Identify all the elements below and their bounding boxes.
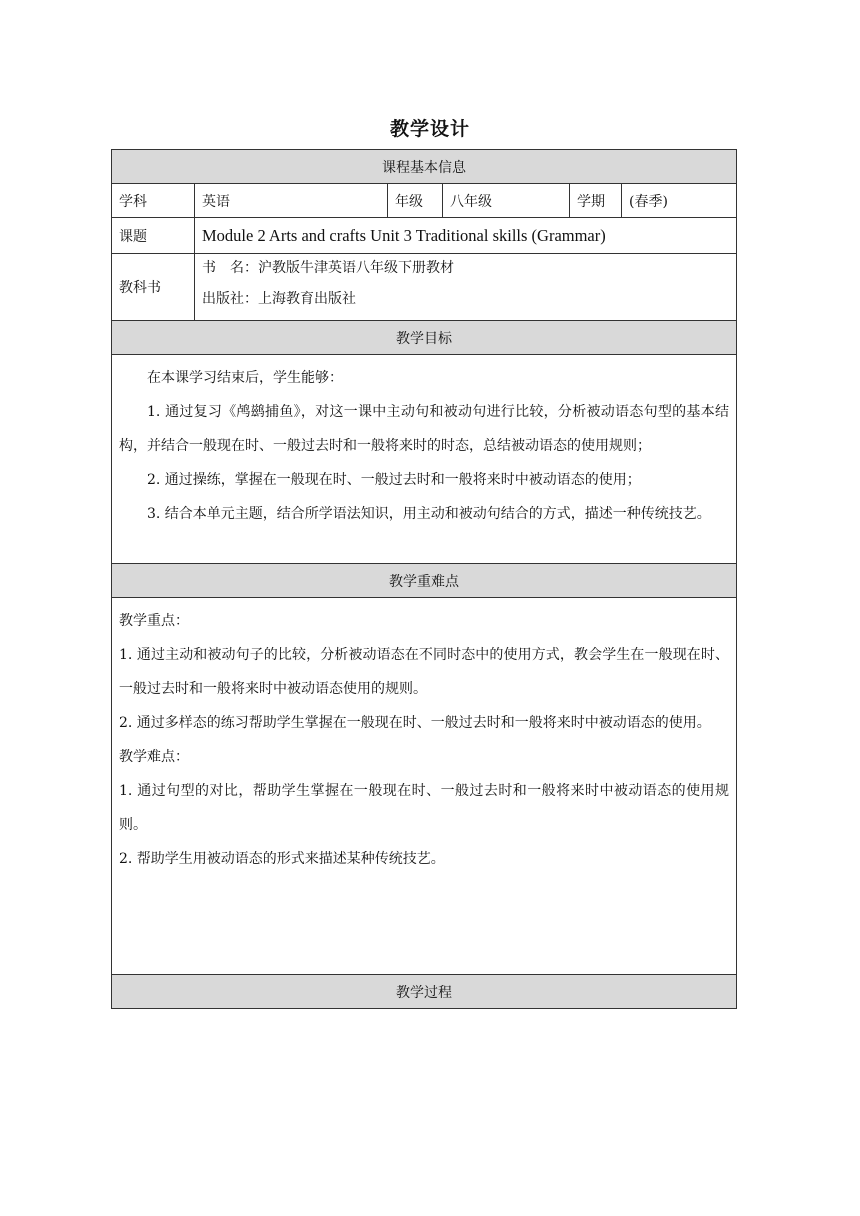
textbook-details	[195, 254, 737, 321]
focus-label: 教学重点：	[119, 613, 189, 629]
objective-item-2: 2. 通过操练，掌握在一般现在时、一般过去时和一般将来时中被动语态的使用；	[147, 472, 641, 488]
objectives-header: 教学目标	[112, 321, 737, 355]
objectives-header-row	[112, 321, 737, 355]
lesson-plan-table	[111, 149, 737, 1009]
difficulty-label: 教学难点：	[119, 749, 189, 765]
objectives-intro: 在本课学习结束后，学生能够：	[147, 370, 343, 386]
process-header-row	[112, 975, 737, 1009]
term-label: 学期	[570, 184, 622, 218]
textbook-label: 教科书	[112, 254, 195, 321]
book-name-label: 书	[202, 260, 216, 276]
subject-grade-term-row	[112, 184, 737, 218]
difficulty-item-2: 2. 帮助学生用被动语态的形式来描述某种传统技艺。	[119, 851, 445, 867]
term-value: (春季)	[622, 184, 737, 218]
grade-label: 年级	[388, 184, 443, 218]
key-points-header-row	[112, 564, 737, 598]
topic-value: Module 2 Arts and crafts Unit 3 Traditional skills (Grammar)	[195, 218, 737, 254]
objectives-content	[112, 355, 737, 564]
key-points-header: 教学重难点	[112, 564, 737, 598]
book-name-value: 沪教版牛津英语八年级下册教材	[258, 260, 454, 276]
focus-item-2: 2. 通过多样态的练习帮助学生掌握在一般现在时、一般过去时和一般将来时中被动语态的使用。	[119, 715, 711, 731]
publisher-label: 出版社：	[202, 291, 258, 307]
grade-value: 八年级	[443, 184, 570, 218]
objective-item-3: 3. 结合本单元主题，结合所学语法知识，用主动和被动句结合的方式，描述一种传统技艺。	[147, 506, 711, 522]
objectives-row	[112, 355, 737, 564]
book-name-label-2: 名：	[230, 260, 258, 276]
topic-row	[112, 218, 737, 254]
book-name-line	[202, 256, 729, 287]
key-points-content	[112, 598, 737, 975]
page-title: 教学设计	[389, 118, 470, 140]
subject-value: 英语	[195, 184, 388, 218]
basic-info-header-row	[112, 150, 737, 184]
publisher-line	[202, 287, 729, 318]
key-points-row	[112, 598, 737, 975]
publisher-value: 上海教育出版社	[258, 291, 356, 307]
subject-label: 学科	[112, 184, 195, 218]
difficulty-item-1: 1. 通过句型的对比，帮助学生掌握在一般现在时、一般过去时和一般将来时中被动语态的使用规则。	[119, 783, 729, 833]
focus-item-1: 1. 通过主动和被动句子的比较，分析被动语态在不同时态中的使用方式，教会学生在一般现在时、一般过去时和一般将来时中被动语态使用的规则。	[119, 647, 729, 697]
topic-label: 课题	[112, 218, 195, 254]
basic-info-header: 课程基本信息	[112, 150, 737, 184]
textbook-row	[112, 254, 737, 321]
objective-item-1: 1. 通过复习《鸬鹚捕鱼》，对这一课中主动句和被动句进行比较，分析被动语态句型的基本结构，并结合一般现在时、一般过去时和一般将来时的时态，总结被动语态的使用规则；	[119, 404, 729, 454]
process-header: 教学过程	[112, 975, 737, 1009]
